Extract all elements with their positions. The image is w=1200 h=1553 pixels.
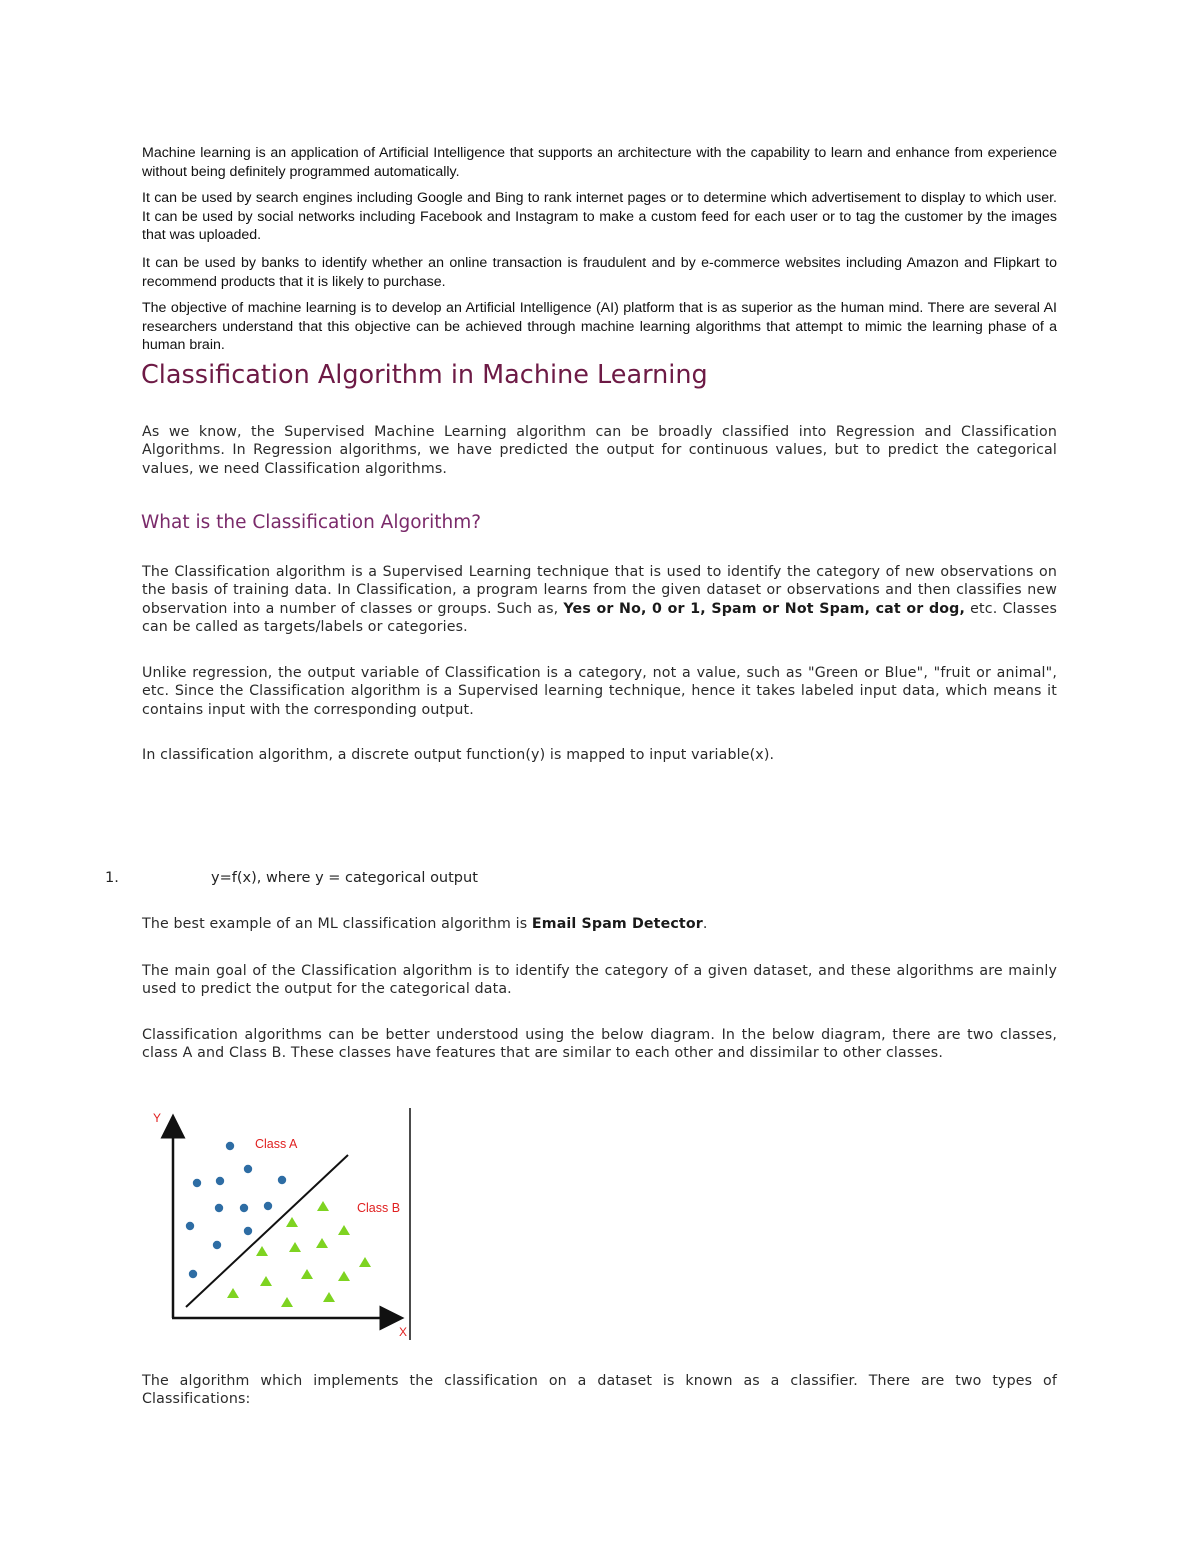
classification-diagram [150, 1104, 418, 1344]
class-b-point [227, 1288, 239, 1298]
class-b-point [286, 1217, 298, 1227]
class-a-label: Class A [255, 1137, 298, 1151]
definition-text-end: etc. Classes can be called as targets/labels or categories. [142, 600, 1057, 635]
intro-paragraph-4: The objective of machine learning is to develop an Artificial Intelligence (AI) platform that is as superior as the human mind. There are several AI researchers understand that this objective can be achieved through machine learning algorithms that attempt to mimic the learning phase of a human brain. [142, 300, 1057, 353]
class-a-point [216, 1177, 224, 1185]
class-a-point [244, 1227, 252, 1235]
class-a-point [189, 1270, 197, 1278]
class-a-point [215, 1204, 223, 1212]
heading-classification-algorithm: Classification Algorithm in Machine Learning [141, 360, 708, 390]
example-text: The best example of an ML classification algorithm is [142, 916, 532, 932]
supervised-paragraph: As we know, the Supervised Machine Learning algorithm can be broadly classified into Regression and Classification Algorithms. In Regression algorithms, we have predicted the output for continuous values, but to predict the categorical values, we need Classification algorithms. [142, 424, 1057, 477]
classifier-paragraph: The algorithm which implements the classification on a dataset is known as a classifier. There are two types of Classifications: [142, 1373, 1057, 1408]
email-spam-detector-bold: Email Spam Detector [531, 916, 703, 932]
diagram-intro-paragraph: Classification algorithms can be better understood using the below diagram. In the below diagram, there are two classes, class A and Class B. These classes have features that are similar to each other and dissimilar to other classes. [142, 1027, 1057, 1062]
list-item-formula: y=f(x), where y = categorical output [211, 870, 478, 886]
class-a-point [240, 1204, 248, 1212]
class-b-point [289, 1242, 301, 1252]
unlike-regression-paragraph: Unlike regression, the output variable of Classification is a category, not a value, such as "Green or Blue", "fruit or animal", etc. Since the Classification algorithm is a Supervised learning technique, hence it takes labeled input data, which means it contains input with the corresponding output. [142, 665, 1057, 718]
x-axis-label: X [399, 1325, 408, 1339]
definition-examples-bold: Yes or No, 0 or 1, Spam or Not Spam, cat or dog, [563, 600, 966, 617]
heading-what-is-classification: What is the Classification Algorithm? [141, 512, 482, 533]
example-paragraph [142, 915, 1057, 933]
class-b-point [338, 1271, 350, 1281]
classification-diagram-svg [150, 1104, 418, 1344]
definition-text: The Classification algorithm is a Supervised Learning technique that is used to identify the category of new observations on the basis of training data. In Classification, a program learns from the given dataset or observations and then classifies new observation into a number of classes or groups. Such as, [142, 564, 1057, 617]
class-b-point [281, 1297, 293, 1307]
class-b-point [317, 1201, 329, 1211]
class-b-point [323, 1292, 335, 1302]
class-b-point [359, 1257, 371, 1267]
y-axis-label: Y [153, 1111, 162, 1125]
class-b-label: Class B [357, 1201, 401, 1215]
class-b-point [301, 1269, 313, 1279]
mapping-paragraph: In classification algorithm, a discrete output function(y) is mapped to input variable(x). [142, 747, 775, 763]
class-a-point [264, 1202, 272, 1210]
definition-paragraph [142, 563, 1057, 636]
goal-paragraph: The main goal of the Classification algorithm is to identify the category of a given dataset, and these algorithms are mainly used to predict the output for the categorical data. [142, 963, 1057, 998]
class-b-point [338, 1225, 350, 1235]
class-a-point [213, 1241, 221, 1249]
list-number: 1. [105, 870, 119, 886]
class-a-point [226, 1142, 234, 1150]
example-text-end: . [702, 916, 708, 932]
intro-paragraph-1: Machine learning is an application of Artificial Intelligence that supports an architecture with the capability to learn and enhance from experience without being definitely programmed automatically. [142, 145, 1057, 180]
class-b-point [316, 1238, 328, 1248]
intro-paragraph-3: It can be used by banks to identify whether an online transaction is fraudulent and by e-commerce websites including Amazon and Flipkart to recommend products that it is likely to purchase. [142, 255, 1057, 290]
class-a-point [186, 1222, 194, 1230]
class-b-point [260, 1276, 272, 1286]
intro-paragraph-2: It can be used by search engines including Google and Bing to rank internet pages or to determine which advertisement to display to which user. It can be used by social networks including Facebook and Instagram to make a custom feed for each user or to tag the customer by the images that was uploaded. [142, 190, 1057, 243]
class-a-point [193, 1179, 201, 1187]
class-a-point [278, 1176, 286, 1184]
class-b-point [256, 1246, 268, 1256]
class-a-point [244, 1165, 252, 1173]
